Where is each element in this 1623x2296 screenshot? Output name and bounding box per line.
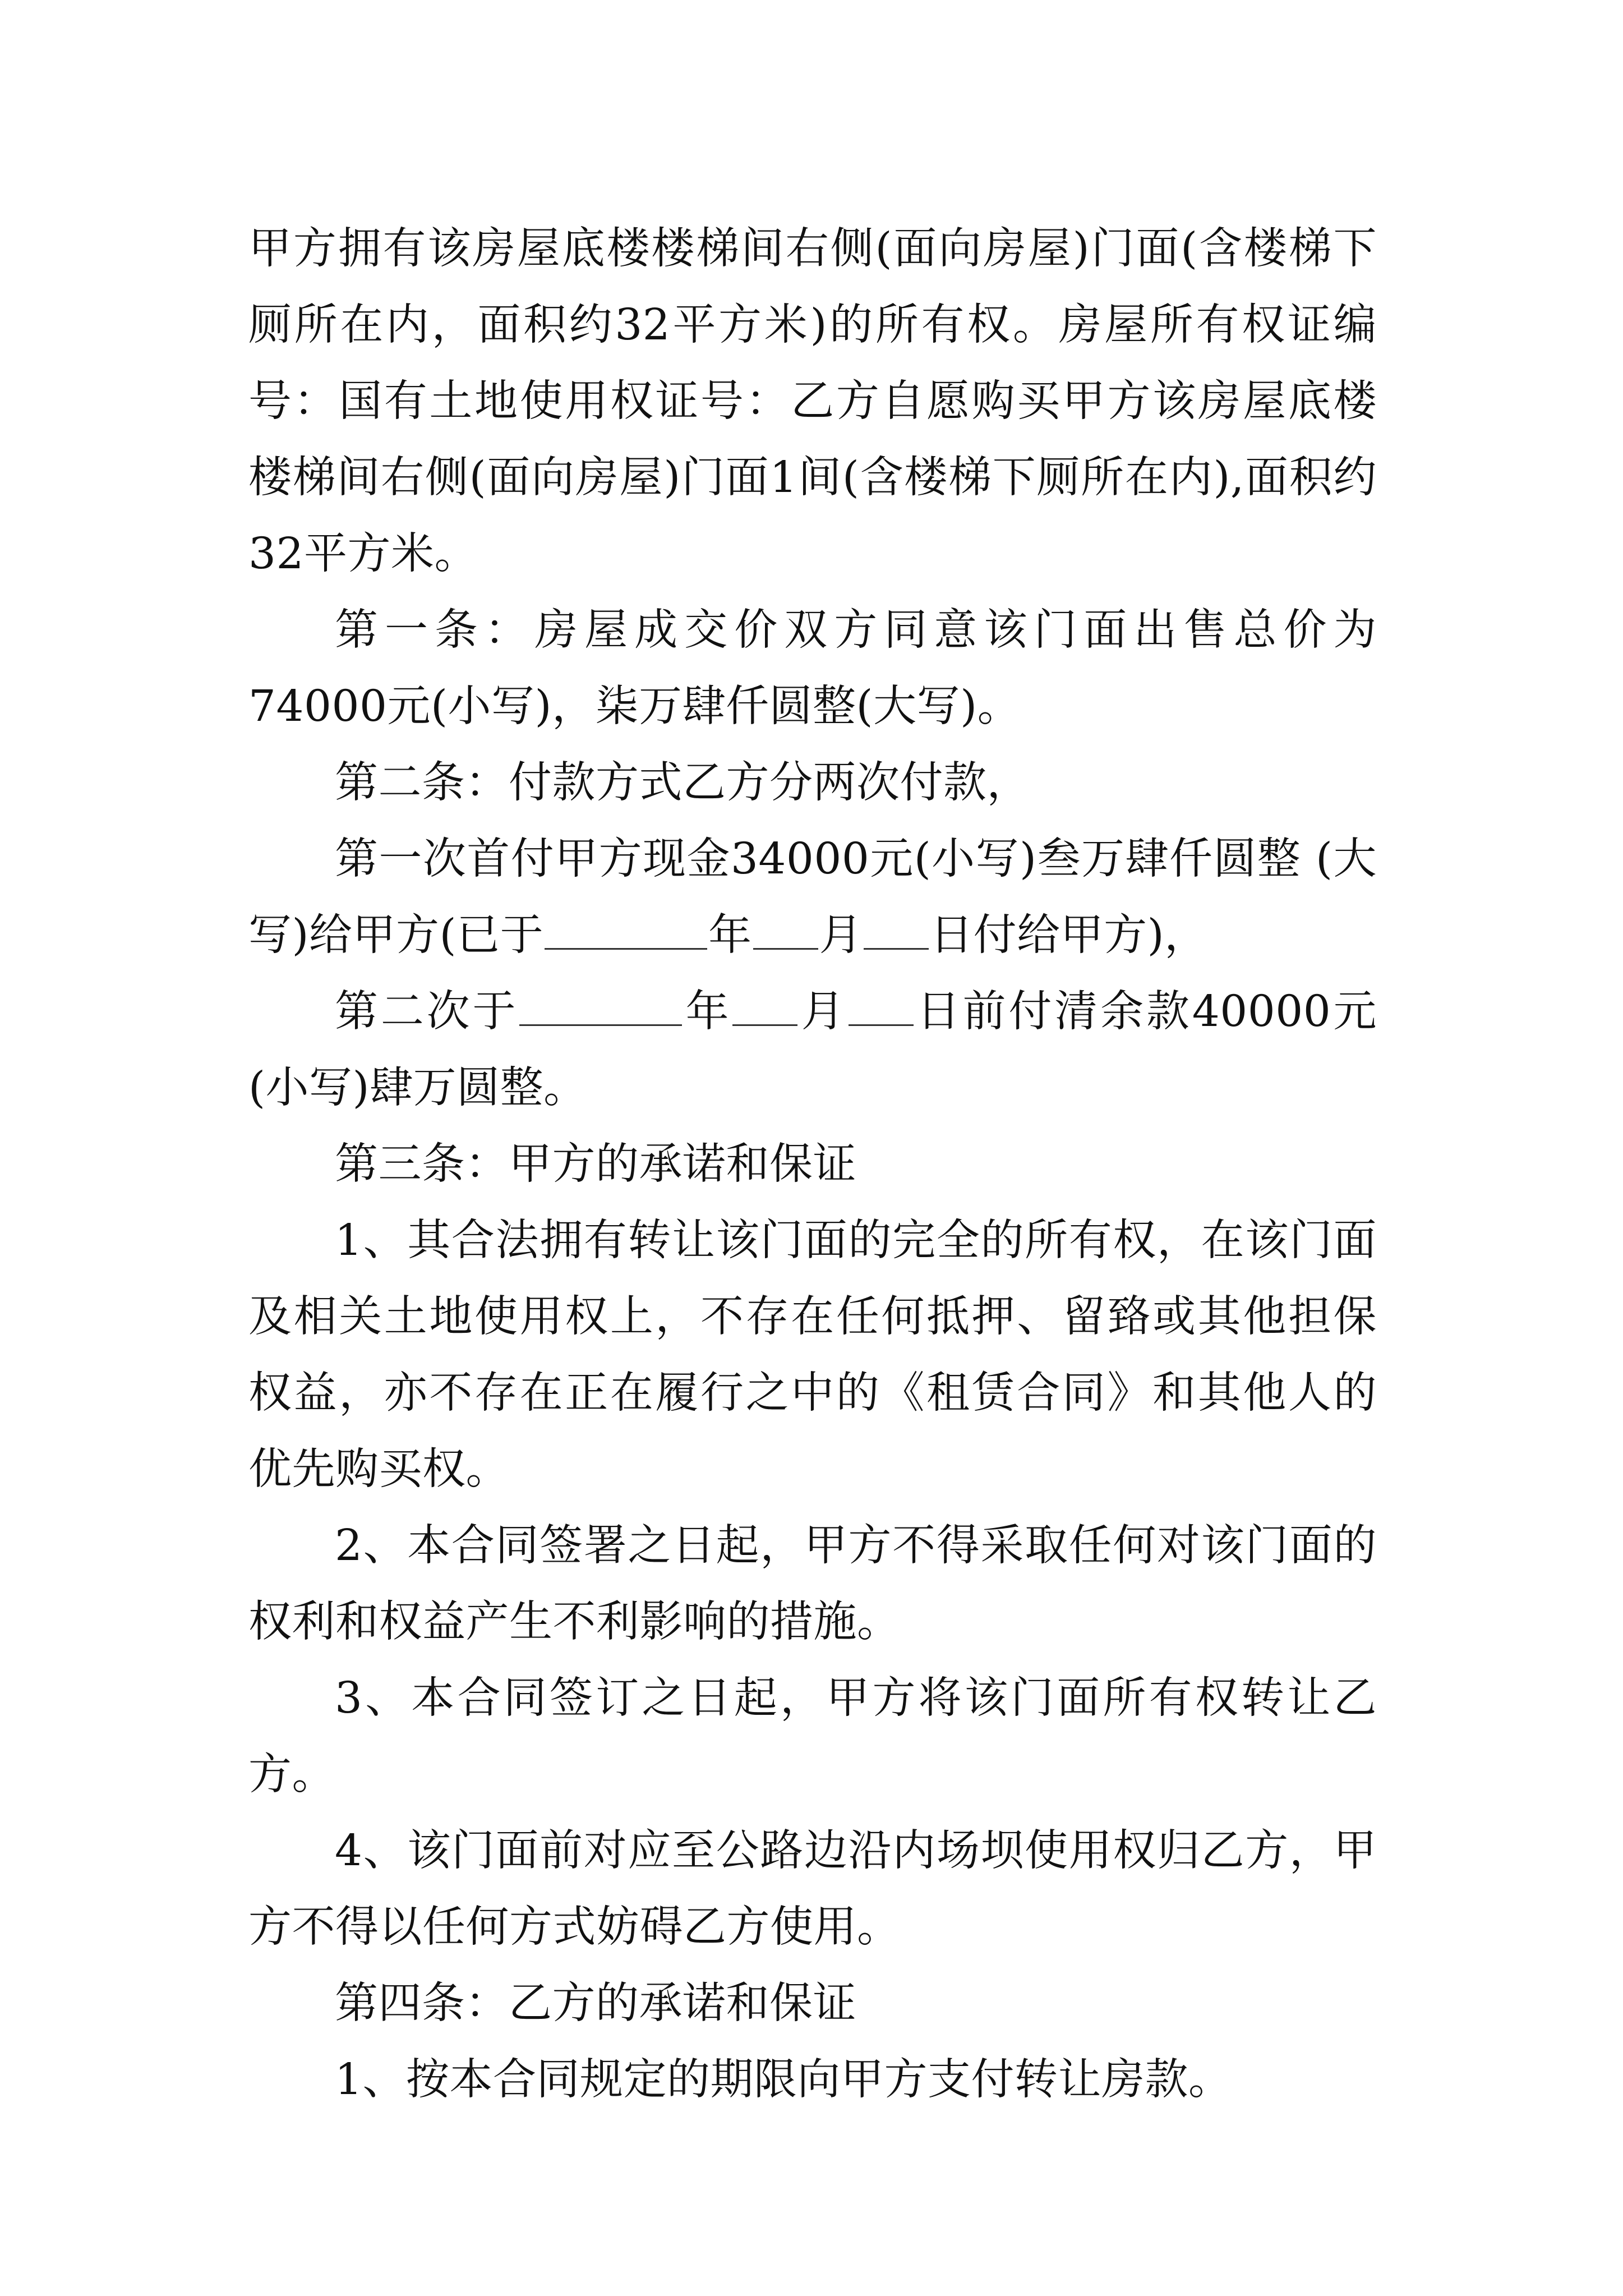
year-blank[interactable] — [545, 913, 707, 950]
article-4-item: 1、按本合同规定的期限向甲方支付转让房款。 — [335, 2055, 1232, 2105]
month-blank[interactable] — [732, 990, 797, 1026]
contract-body — [248, 211, 1377, 2118]
first-payment-suffix: 日付给甲方)， — [930, 910, 1208, 960]
article-3-item: 3、本合同签订之日起，甲方将该门面所有权转让乙方。 — [248, 1673, 1377, 1800]
article-4-title: 第四条：乙方的承诺和保证 — [335, 1978, 856, 2028]
year-label: 年 — [708, 910, 752, 960]
year-label: 年 — [683, 987, 732, 1037]
day-blank[interactable] — [864, 913, 929, 950]
first-payment-text: 第一次首付甲方现金34000元(小写)叁万肆仟圆整 (大写)给甲方(已于 — [248, 834, 1377, 960]
article-3-item: 4、该门面前对应至公路边沿内场坝使用权归乙方，甲方不得以任何方式妨碍乙方使用。 — [248, 1826, 1377, 1952]
article-2-title: 第二条：付款方式乙方分两次付款， — [335, 758, 1030, 808]
month-label: 月 — [819, 910, 863, 960]
day-blank[interactable] — [849, 990, 914, 1026]
year-blank[interactable] — [519, 990, 682, 1026]
month-blank[interactable] — [753, 913, 818, 950]
article-3-title: 第三条：甲方的承诺和保证 — [335, 1139, 856, 1189]
second-payment-suffix: 日前付清余款40000元(小写)肆万圆整。 — [248, 987, 1377, 1113]
intro-paragraph: 甲方拥有该房屋底楼楼梯间右侧(面向房屋)门面(含楼梯下厕所在内，面积约32平方米)的所有权。房屋所有权证编号：国有土地使用权证号：乙方自愿购买甲方该房屋底楼楼梯间右侧(面向房屋)门面1间(含楼梯下厕所在内),面积约32平方米。 — [248, 224, 1377, 579]
first-payment-paragraph — [248, 821, 1377, 974]
second-payment-paragraph — [248, 974, 1377, 1126]
article-1-price: 第一条：房屋成交价双方同意该门面出售总价为74000元(小写)，柒万肆仟圆整(大写)。 — [248, 605, 1377, 731]
second-payment-text: 第二次于 — [335, 987, 519, 1037]
article-3-item: 2、本合同签署之日起，甲方不得采取任何对该门面的权利和权益产生不利影响的措施。 — [248, 1521, 1377, 1647]
month-label: 月 — [799, 987, 847, 1037]
article-3-item: 1、其合法拥有转让该门面的完全的所有权，在该门面及相关土地使用权上，不存在任何抵押、留臵或其他担保权益，亦不存在正在履行之中的《租赁合同》和其他人的优先购买权。 — [248, 1216, 1377, 1494]
